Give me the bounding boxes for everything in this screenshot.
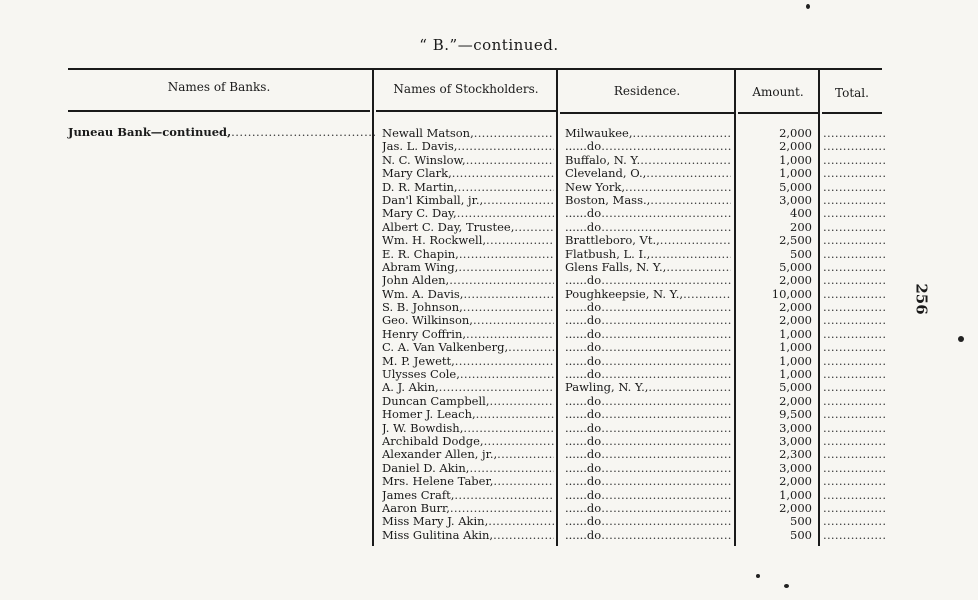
amount: 2,000: [779, 127, 812, 140]
amount: 9,500: [779, 408, 812, 422]
stockholder-name: Geo. Wilkinson, .....: [382, 314, 554, 327]
amount: 10,000: [771, 287, 812, 301]
header-names-of-banks: Names of Banks.: [167, 80, 271, 94]
amount: 2,000: [779, 475, 812, 489]
amount: 1,000: [779, 488, 812, 502]
total-leader: [823, 368, 887, 381]
page-number: 256: [912, 283, 931, 315]
total-leader: [823, 234, 887, 247]
stockholder-name: Wm. H. Rockwell, .....: [382, 234, 554, 247]
residence: Pawling, N. Y., .....: [565, 381, 731, 394]
total-leader: [823, 435, 887, 448]
total-leader: [823, 181, 887, 194]
total-leader: [823, 207, 887, 220]
amount: 3,000: [779, 434, 812, 448]
amount: 3,000: [779, 193, 812, 207]
residence: Brattleboro, Vt., .....: [565, 234, 731, 247]
total-leader: [823, 515, 887, 528]
amount: 2,500: [779, 234, 812, 248]
table-row: [0, 301, 978, 314]
table-row: [0, 167, 978, 180]
stockholder-name: Henry Coffrin, .....: [382, 328, 554, 341]
stockholder-name: S. B. Johnson, .....: [382, 301, 554, 314]
stockholder-name: John Alden, .....: [382, 274, 554, 287]
amount: 2,000: [779, 140, 812, 154]
amount: 5,000: [779, 260, 812, 274]
stockholder-name: Miss Mary J. Akin, .....: [382, 515, 554, 528]
stockholder-name: Mrs. Helene Taber, .....: [382, 475, 554, 488]
table-row: [0, 462, 978, 475]
stockholder-name: J. W. Bowdish, .....: [382, 422, 554, 435]
residence: Glens Falls, N. Y., .....: [565, 261, 731, 274]
amount: 500: [790, 528, 812, 542]
amount: 5,000: [779, 180, 812, 194]
table-row: [0, 207, 978, 220]
total-leader: [823, 381, 887, 394]
residence: ......do .....: [565, 475, 731, 488]
stockholder-name: C. A. Van Valkenberg, .....: [382, 341, 554, 354]
residence: ......do .....: [565, 489, 731, 502]
residence: ......do .....: [565, 515, 731, 528]
amount: 200: [790, 220, 812, 234]
amount: 2,000: [779, 274, 812, 288]
print-speck: [958, 336, 964, 342]
residence: ......do .....: [565, 301, 731, 314]
stockholder-name: E. R. Chapin, .....: [382, 248, 554, 261]
residence: ......do .....: [565, 448, 731, 461]
stockholder-name: Albert C. Day, Trustee, .....: [382, 221, 554, 234]
stockholder-name: Mary Clark, .....: [382, 167, 554, 180]
amount: 1,000: [779, 341, 812, 355]
amount: 1,000: [779, 153, 812, 167]
table-row: [0, 248, 978, 261]
total-leader: [823, 395, 887, 408]
table-row: [0, 314, 978, 327]
amount: 3,000: [779, 421, 812, 435]
stockholder-name: Daniel D. Akin, .....: [382, 462, 554, 475]
stockholder-name: Mary C. Day, .....: [382, 207, 554, 220]
residence: ......do .....: [565, 435, 731, 448]
total-leader: [823, 502, 887, 515]
table-row: [0, 475, 978, 488]
bank-name: Juneau Bank—continued,: [68, 125, 232, 139]
table-row: [0, 435, 978, 448]
total-leader: [823, 448, 887, 461]
amount: 2,300: [779, 448, 812, 462]
stockholder-name: Duncan Campbell, .....: [382, 395, 554, 408]
amount: 1,000: [779, 327, 812, 341]
total-leader: [823, 328, 887, 341]
residence: Flatbush, L. I., .....: [565, 248, 731, 261]
header-names-of-stockholders: Names of Stockholders.: [393, 82, 539, 96]
residence: ......do .....: [565, 529, 731, 542]
stockholder-name: A. J. Akin, .....: [382, 381, 554, 394]
residence: Buffalo, N. Y. .....: [565, 154, 731, 167]
page-caption: “ B.”—continued.: [419, 36, 559, 54]
table-row: [0, 529, 978, 542]
stockholder-name: D. R. Martin, .....: [382, 181, 554, 194]
residence: ......do .....: [565, 395, 731, 408]
residence: ......do .....: [565, 355, 731, 368]
total-leader: [823, 314, 887, 327]
residence: ......do .....: [565, 221, 731, 234]
table-row: [0, 355, 978, 368]
total-leader: [823, 274, 887, 287]
stockholder-name: Ulysses Cole, .....: [382, 368, 554, 381]
table-row: [0, 181, 978, 194]
stockholder-name: Miss Gulitina Akin, .....: [382, 529, 554, 542]
header-rule-total: [822, 112, 882, 114]
stockholder-name: Alexander Allen, jr., .....: [382, 448, 554, 461]
total-leader: [823, 422, 887, 435]
header-rule-stockholders: [376, 110, 556, 112]
table-row: [0, 341, 978, 354]
print-speck: [756, 574, 760, 578]
amount: 2,000: [779, 394, 812, 408]
stockholder-name: Wm. A. Davis, .....: [382, 288, 554, 301]
table-row: [0, 221, 978, 234]
amount: 2,000: [779, 314, 812, 328]
amount: 1,000: [779, 167, 812, 181]
print-speck: [806, 4, 810, 9]
amount: 500: [790, 515, 812, 529]
total-leader: [823, 167, 887, 180]
header-amount: Amount.: [752, 85, 804, 99]
total-leader: [823, 288, 887, 301]
residence: New York, .....: [565, 181, 731, 194]
residence: ......do .....: [565, 314, 731, 327]
stockholder-name: Archibald Dodge, .....: [382, 435, 554, 448]
table-row: [0, 515, 978, 528]
total-leader: [823, 355, 887, 368]
residence: ......do .....: [565, 140, 731, 153]
table-row: [0, 234, 978, 247]
table-row: [0, 274, 978, 287]
table-row: [0, 395, 978, 408]
amount: 3,000: [779, 461, 812, 475]
total-leader: [823, 341, 887, 354]
residence: ......do .....: [565, 408, 731, 421]
amount: 1,000: [779, 354, 812, 368]
table-row: [0, 140, 978, 153]
amount: 400: [790, 207, 812, 221]
amount: 2,000: [779, 301, 812, 315]
stockholder-name: M. P. Jewett, .....: [382, 355, 554, 368]
table-row: [0, 448, 978, 461]
residence: ......do .....: [565, 502, 731, 515]
residence: ......do .....: [565, 207, 731, 220]
total-leader: [823, 194, 887, 207]
stockholder-name: Abram Wing, .....: [382, 261, 554, 274]
table-row: [0, 288, 978, 301]
total-leader: [823, 140, 887, 153]
residence: Milwaukee, .....: [565, 127, 731, 140]
table-row: [0, 261, 978, 274]
residence: ......do .....: [565, 274, 731, 287]
total-leader: [823, 489, 887, 502]
table-row: [0, 127, 978, 140]
total-leader: [823, 301, 887, 314]
amount: 2,000: [779, 501, 812, 515]
stockholder-name: Homer J. Leach, .....: [382, 408, 554, 421]
stockholder-name: Aaron Burr, .....: [382, 502, 554, 515]
residence: ......do .....: [565, 462, 731, 475]
table-row: [0, 502, 978, 515]
stockholder-name: Newall Matson, .....: [382, 127, 554, 140]
table-row: [0, 408, 978, 421]
total-leader: [823, 248, 887, 261]
print-speck: [784, 584, 789, 588]
header-rule-banks: [68, 110, 370, 112]
table-row: [0, 422, 978, 435]
total-leader: [823, 154, 887, 167]
residence: ......do .....: [565, 341, 731, 354]
residence: Cleveland, O., .....: [565, 167, 731, 180]
total-leader: [823, 462, 887, 475]
header-residence: Residence.: [613, 84, 681, 98]
total-leader: [823, 221, 887, 234]
total-leader: [823, 127, 887, 140]
table-row: [0, 194, 978, 207]
stockholder-name: James Craft, .....: [382, 489, 554, 502]
total-leader: [823, 529, 887, 542]
header-total: Total.: [835, 86, 869, 100]
amount: 1,000: [779, 368, 812, 382]
top-rule: [68, 68, 882, 70]
table-row: [0, 368, 978, 381]
residence: ......do .....: [565, 422, 731, 435]
amount: 5,000: [779, 381, 812, 395]
table-row: [0, 154, 978, 167]
total-leader: [823, 408, 887, 421]
table-row: [0, 328, 978, 341]
residence: Boston, Mass., .....: [565, 194, 731, 207]
stockholder-name: Jas. L. Davis, .....: [382, 140, 554, 153]
total-leader: [823, 261, 887, 274]
residence: ......do .....: [565, 368, 731, 381]
header-rule-residence: [560, 112, 734, 114]
stockholder-name: Dan'l Kimball, jr., .....: [382, 194, 554, 207]
header-rule-amount: [738, 112, 818, 114]
leader-dots: ...................................: [231, 125, 377, 139]
stockholder-table: [0, 127, 978, 542]
amount: 500: [790, 247, 812, 261]
table-row: [0, 489, 978, 502]
stockholder-name: N. C. Winslow, .....: [382, 154, 554, 167]
total-leader: [823, 475, 887, 488]
table-row: [0, 381, 978, 394]
residence: Poughkeepsie, N. Y., .....: [565, 288, 731, 301]
residence: ......do .....: [565, 328, 731, 341]
